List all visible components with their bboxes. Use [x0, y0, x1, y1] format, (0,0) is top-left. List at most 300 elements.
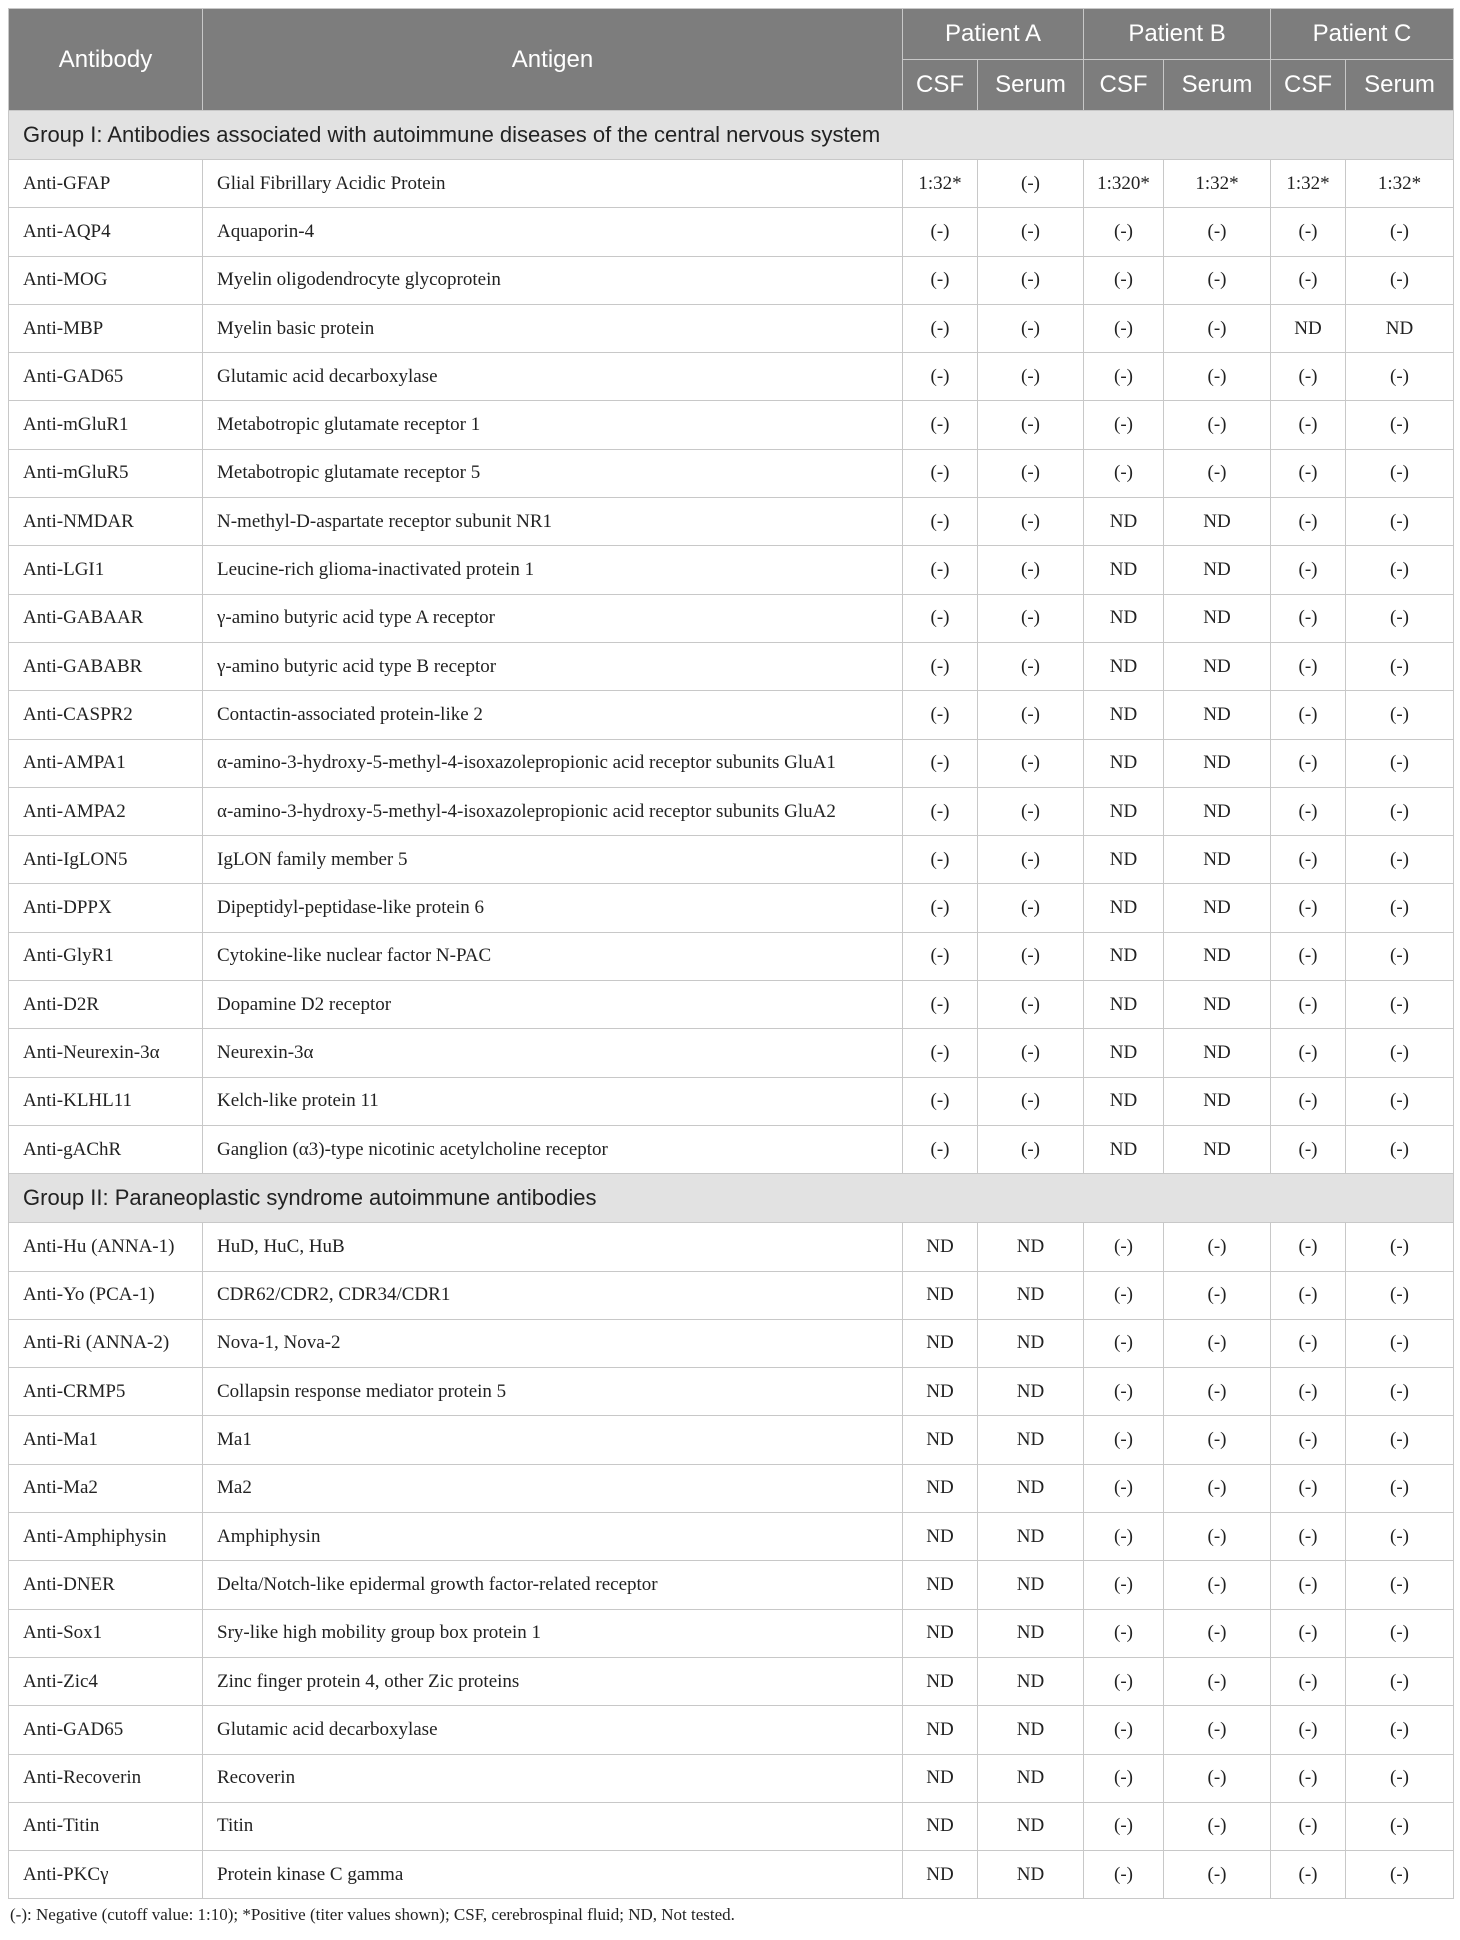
cell-result: (-): [1164, 1851, 1271, 1899]
cell-antibody: Anti-gAChR: [9, 1125, 203, 1173]
cell-result: ND: [1164, 546, 1271, 594]
table-row: [9, 691, 1454, 739]
cell-result: (-): [1084, 353, 1164, 401]
cell-result: (-): [1084, 1513, 1164, 1561]
group-title: Group II: Paraneoplastic syndrome autoimmune antibodies: [9, 1174, 1454, 1223]
cell-result: 1:32*: [1271, 160, 1346, 208]
table-row: [9, 1513, 1454, 1561]
cell-result: ND: [1164, 787, 1271, 835]
cell-result: (-): [978, 691, 1084, 739]
cell-antigen: α-amino-3-hydroxy-5-methyl-4-isoxazolepropionic acid receptor subunits GluA1: [203, 739, 903, 787]
cell-result: (-): [1164, 401, 1271, 449]
cell-antigen: Neurexin-3α: [203, 1029, 903, 1077]
cell-result: ND: [1084, 884, 1164, 932]
cell-result: 1:32*: [1164, 160, 1271, 208]
cell-result: (-): [903, 739, 978, 787]
cell-result: ND: [1084, 691, 1164, 739]
cell-result: (-): [1084, 304, 1164, 352]
cell-result: ND: [978, 1851, 1084, 1899]
cell-result: (-): [1164, 1416, 1271, 1464]
cell-result: (-): [1271, 1271, 1346, 1319]
cell-antigen: Metabotropic glutamate receptor 5: [203, 449, 903, 497]
cell-antigen: N-methyl-D-aspartate receptor subunit NR1: [203, 498, 903, 546]
cell-result: (-): [1084, 1416, 1164, 1464]
cell-result: (-): [903, 932, 978, 980]
cell-antigen: Collapsin response mediator protein 5: [203, 1368, 903, 1416]
cell-result: (-): [978, 981, 1084, 1029]
table-row: [9, 449, 1454, 497]
cell-result: (-): [1271, 546, 1346, 594]
cell-result: ND: [978, 1609, 1084, 1657]
cell-result: (-): [1084, 1223, 1164, 1271]
cell-result: (-): [1164, 1368, 1271, 1416]
cell-result: (-): [1164, 1561, 1271, 1609]
cell-result: (-): [1084, 1609, 1164, 1657]
cell-antigen: Myelin basic protein: [203, 304, 903, 352]
cell-result: (-): [1164, 1657, 1271, 1705]
cell-result: (-): [1084, 256, 1164, 304]
cell-antibody: Anti-IgLON5: [9, 836, 203, 884]
cell-result: ND: [1164, 981, 1271, 1029]
cell-result: ND: [978, 1368, 1084, 1416]
table-row: [9, 401, 1454, 449]
cell-result: ND: [1164, 1029, 1271, 1077]
cell-result: (-): [903, 836, 978, 884]
cell-result: (-): [978, 208, 1084, 256]
table-row: [9, 1706, 1454, 1754]
cell-result: (-): [978, 594, 1084, 642]
cell-antibody: Anti-LGI1: [9, 546, 203, 594]
cell-result: (-): [1346, 594, 1454, 642]
cell-antigen: Amphiphysin: [203, 1513, 903, 1561]
cell-result: (-): [1164, 1802, 1271, 1850]
cell-result: (-): [1271, 208, 1346, 256]
cell-result: ND: [1084, 932, 1164, 980]
cell-result: ND: [903, 1561, 978, 1609]
cell-result: ND: [1084, 1125, 1164, 1173]
cell-result: (-): [1164, 1223, 1271, 1271]
cell-result: ND: [1164, 498, 1271, 546]
antibody-table: [8, 8, 1454, 1899]
cell-antigen: CDR62/CDR2, CDR34/CDR1: [203, 1271, 903, 1319]
cell-result: ND: [978, 1223, 1084, 1271]
cell-antibody: Anti-AMPA2: [9, 787, 203, 835]
cell-antibody: Anti-Titin: [9, 1802, 203, 1850]
cell-result: (-): [1084, 1561, 1164, 1609]
cell-antigen: γ-amino butyric acid type A receptor: [203, 594, 903, 642]
cell-result: (-): [1346, 1657, 1454, 1705]
cell-antibody: Anti-Amphiphysin: [9, 1513, 203, 1561]
cell-antigen: Dipeptidyl-peptidase-like protein 6: [203, 884, 903, 932]
cell-result: ND: [903, 1416, 978, 1464]
cell-result: (-): [1346, 1368, 1454, 1416]
cell-result: (-): [1346, 739, 1454, 787]
header-serum: Serum: [1346, 60, 1454, 111]
cell-result: (-): [903, 1029, 978, 1077]
cell-result: ND: [903, 1609, 978, 1657]
cell-antibody: Anti-KLHL11: [9, 1077, 203, 1125]
cell-result: ND: [903, 1706, 978, 1754]
cell-result: ND: [978, 1802, 1084, 1850]
cell-result: (-): [903, 1125, 978, 1173]
cell-antigen: Recoverin: [203, 1754, 903, 1802]
cell-result: (-): [1271, 1223, 1346, 1271]
cell-antibody: Anti-Ma2: [9, 1464, 203, 1512]
cell-result: (-): [978, 401, 1084, 449]
cell-result: (-): [978, 1029, 1084, 1077]
cell-result: (-): [1271, 401, 1346, 449]
cell-result: (-): [903, 981, 978, 1029]
cell-result: (-): [978, 787, 1084, 835]
cell-result: (-): [1084, 449, 1164, 497]
cell-result: (-): [1271, 1464, 1346, 1512]
cell-result: (-): [1346, 884, 1454, 932]
cell-result: (-): [903, 208, 978, 256]
table-body: [9, 111, 1454, 1899]
table-row: [9, 787, 1454, 835]
cell-result: (-): [1164, 1706, 1271, 1754]
cell-result: (-): [1346, 1464, 1454, 1512]
table-row: [9, 642, 1454, 690]
table-row: [9, 739, 1454, 787]
table-row: [9, 160, 1454, 208]
cell-result: (-): [978, 546, 1084, 594]
header-serum: Serum: [1164, 60, 1271, 111]
cell-result: (-): [1346, 546, 1454, 594]
cell-antigen: Titin: [203, 1802, 903, 1850]
cell-antibody: Anti-NMDAR: [9, 498, 203, 546]
cell-result: (-): [1271, 498, 1346, 546]
cell-result: (-): [1164, 1609, 1271, 1657]
cell-result: (-): [903, 594, 978, 642]
cell-antibody: Anti-mGluR5: [9, 449, 203, 497]
table-row: [9, 256, 1454, 304]
cell-result: (-): [903, 401, 978, 449]
cell-result: (-): [903, 353, 978, 401]
cell-result: (-): [1084, 1271, 1164, 1319]
cell-result: ND: [903, 1368, 978, 1416]
cell-antibody: Anti-GABAAR: [9, 594, 203, 642]
cell-result: (-): [1164, 1464, 1271, 1512]
cell-antigen: Myelin oligodendrocyte glycoprotein: [203, 256, 903, 304]
cell-result: (-): [978, 353, 1084, 401]
cell-result: (-): [1271, 642, 1346, 690]
cell-result: (-): [1271, 594, 1346, 642]
cell-result: (-): [1346, 1077, 1454, 1125]
cell-result: (-): [1346, 1223, 1454, 1271]
cell-result: ND: [903, 1271, 978, 1319]
cell-result: (-): [1084, 1802, 1164, 1850]
cell-result: (-): [1164, 1513, 1271, 1561]
cell-result: ND: [978, 1561, 1084, 1609]
cell-result: (-): [1164, 1271, 1271, 1319]
cell-result: (-): [1346, 691, 1454, 739]
cell-result: ND: [903, 1513, 978, 1561]
cell-result: (-): [1271, 739, 1346, 787]
cell-antibody: Anti-MBP: [9, 304, 203, 352]
table-row: [9, 1223, 1454, 1271]
cell-result: (-): [978, 160, 1084, 208]
table-row: [9, 1271, 1454, 1319]
cell-antibody: Anti-Zic4: [9, 1657, 203, 1705]
cell-antibody: Anti-mGluR1: [9, 401, 203, 449]
table-header: [9, 9, 1454, 111]
cell-result: (-): [1271, 691, 1346, 739]
cell-result: (-): [903, 256, 978, 304]
cell-result: ND: [978, 1271, 1084, 1319]
cell-result: (-): [903, 787, 978, 835]
cell-result: (-): [1346, 1706, 1454, 1754]
cell-result: (-): [1164, 449, 1271, 497]
cell-result: ND: [903, 1657, 978, 1705]
cell-result: ND: [903, 1802, 978, 1850]
cell-antigen: Ganglion (α3)-type nicotinic acetylcholine receptor: [203, 1125, 903, 1173]
table-row: [9, 208, 1454, 256]
cell-result: (-): [1271, 1609, 1346, 1657]
cell-result: ND: [903, 1464, 978, 1512]
cell-result: (-): [1346, 981, 1454, 1029]
cell-antibody: Anti-GABABR: [9, 642, 203, 690]
cell-result: ND: [1164, 1077, 1271, 1125]
cell-antigen: α-amino-3-hydroxy-5-methyl-4-isoxazolepropionic acid receptor subunits GluA2: [203, 787, 903, 835]
cell-result: (-): [1271, 981, 1346, 1029]
table-row: [9, 1319, 1454, 1367]
table-row: [9, 1657, 1454, 1705]
cell-result: (-): [1084, 1851, 1164, 1899]
cell-result: ND: [903, 1851, 978, 1899]
cell-result: ND: [1164, 884, 1271, 932]
cell-result: (-): [1346, 1125, 1454, 1173]
cell-antigen: Protein kinase C gamma: [203, 1851, 903, 1899]
cell-result: (-): [1084, 1657, 1164, 1705]
cell-result: ND: [1084, 981, 1164, 1029]
cell-antigen: Nova-1, Nova-2: [203, 1319, 903, 1367]
cell-antibody: Anti-GAD65: [9, 353, 203, 401]
cell-result: (-): [1271, 1851, 1346, 1899]
cell-result: ND: [903, 1223, 978, 1271]
cell-antigen: Delta/Notch-like epidermal growth factor-related receptor: [203, 1561, 903, 1609]
cell-result: (-): [1271, 1125, 1346, 1173]
header-patient-a: Patient A: [903, 9, 1084, 60]
table-row: [9, 1851, 1454, 1899]
cell-result: (-): [1346, 1416, 1454, 1464]
cell-result: ND: [978, 1319, 1084, 1367]
cell-result: (-): [1346, 498, 1454, 546]
cell-antigen: Ma1: [203, 1416, 903, 1464]
cell-antibody: Anti-Recoverin: [9, 1754, 203, 1802]
cell-result: (-): [1271, 1657, 1346, 1705]
cell-antigen: Leucine-rich glioma-inactivated protein 1: [203, 546, 903, 594]
header-patient-c: Patient C: [1271, 9, 1454, 60]
cell-antigen: Cytokine-like nuclear factor N-PAC: [203, 932, 903, 980]
cell-result: (-): [1084, 1754, 1164, 1802]
cell-result: (-): [1271, 1561, 1346, 1609]
cell-antigen: Sry-like high mobility group box protein 1: [203, 1609, 903, 1657]
table-row: [9, 594, 1454, 642]
cell-result: (-): [903, 546, 978, 594]
cell-result: (-): [1346, 1561, 1454, 1609]
cell-result: (-): [978, 836, 1084, 884]
cell-result: (-): [1271, 884, 1346, 932]
cell-antibody: Anti-Ma1: [9, 1416, 203, 1464]
cell-result: ND: [1084, 594, 1164, 642]
cell-antibody: Anti-Hu (ANNA-1): [9, 1223, 203, 1271]
cell-result: ND: [1164, 932, 1271, 980]
cell-antibody: Anti-D2R: [9, 981, 203, 1029]
table-row: [9, 981, 1454, 1029]
cell-result: ND: [1084, 836, 1164, 884]
cell-antigen: Contactin-associated protein-like 2: [203, 691, 903, 739]
cell-antigen: Dopamine D2 receptor: [203, 981, 903, 1029]
cell-result: ND: [1164, 691, 1271, 739]
cell-result: ND: [978, 1657, 1084, 1705]
table-footnote: (-): Negative (cutoff value: 1:10); *Positive (titer values shown); CSF, cerebrospinal fluid; ND, Not tested.: [10, 1905, 735, 1925]
cell-result: ND: [1346, 304, 1454, 352]
cell-result: (-): [978, 449, 1084, 497]
cell-result: (-): [1271, 1416, 1346, 1464]
table-row: [9, 353, 1454, 401]
cell-result: ND: [1271, 304, 1346, 352]
cell-antibody: Anti-Neurexin-3α: [9, 1029, 203, 1077]
cell-result: (-): [903, 304, 978, 352]
cell-result: (-): [903, 691, 978, 739]
cell-result: (-): [1346, 1271, 1454, 1319]
table-row: [9, 1561, 1454, 1609]
group-header-row: [9, 111, 1454, 160]
cell-result: (-): [903, 1077, 978, 1125]
cell-antibody: Anti-DNER: [9, 1561, 203, 1609]
cell-result: (-): [1084, 1706, 1164, 1754]
cell-result: (-): [1164, 353, 1271, 401]
header-patient-b: Patient B: [1084, 9, 1271, 60]
cell-result: (-): [1346, 1802, 1454, 1850]
cell-result: (-): [1084, 1464, 1164, 1512]
cell-result: (-): [1346, 642, 1454, 690]
cell-antibody: Anti-PKCγ: [9, 1851, 203, 1899]
cell-result: (-): [1271, 256, 1346, 304]
cell-antibody: Anti-GAD65: [9, 1706, 203, 1754]
cell-result: (-): [1346, 401, 1454, 449]
group-header-row: [9, 1174, 1454, 1223]
cell-result: (-): [1346, 787, 1454, 835]
cell-result: (-): [978, 1077, 1084, 1125]
cell-result: (-): [1346, 353, 1454, 401]
table-row: [9, 546, 1454, 594]
cell-result: ND: [1084, 1029, 1164, 1077]
cell-antigen: Kelch-like protein 11: [203, 1077, 903, 1125]
header-csf: CSF: [1084, 60, 1164, 111]
cell-result: ND: [1084, 498, 1164, 546]
cell-result: (-): [903, 884, 978, 932]
cell-result: (-): [1164, 1754, 1271, 1802]
cell-result: (-): [903, 498, 978, 546]
cell-antibody: Anti-Ri (ANNA-2): [9, 1319, 203, 1367]
cell-result: (-): [1271, 1368, 1346, 1416]
cell-result: (-): [1164, 304, 1271, 352]
cell-antigen: γ-amino butyric acid type B receptor: [203, 642, 903, 690]
cell-result: ND: [903, 1319, 978, 1367]
cell-result: (-): [1271, 1077, 1346, 1125]
cell-antibody: Anti-AMPA1: [9, 739, 203, 787]
cell-antigen: Zinc finger protein 4, other Zic proteins: [203, 1657, 903, 1705]
cell-result: (-): [1271, 1029, 1346, 1077]
cell-antigen: Metabotropic glutamate receptor 1: [203, 401, 903, 449]
table-row: [9, 1802, 1454, 1850]
cell-result: (-): [1346, 1754, 1454, 1802]
cell-result: (-): [1164, 208, 1271, 256]
cell-result: ND: [978, 1464, 1084, 1512]
cell-antibody: Anti-Yo (PCA-1): [9, 1271, 203, 1319]
cell-result: (-): [903, 449, 978, 497]
cell-result: ND: [978, 1416, 1084, 1464]
cell-result: (-): [1346, 1851, 1454, 1899]
group-title: Group I: Antibodies associated with autoimmune diseases of the central nervous system: [9, 111, 1454, 160]
header-csf: CSF: [1271, 60, 1346, 111]
cell-antibody: Anti-DPPX: [9, 884, 203, 932]
cell-result: (-): [1271, 1513, 1346, 1561]
cell-result: (-): [1346, 1319, 1454, 1367]
cell-result: (-): [1164, 1319, 1271, 1367]
cell-result: (-): [1271, 353, 1346, 401]
cell-result: 1:32*: [903, 160, 978, 208]
cell-result: ND: [978, 1706, 1084, 1754]
cell-result: (-): [1271, 1319, 1346, 1367]
cell-result: (-): [903, 642, 978, 690]
cell-result: ND: [978, 1754, 1084, 1802]
cell-result: ND: [978, 1513, 1084, 1561]
cell-antibody: Anti-GlyR1: [9, 932, 203, 980]
cell-result: ND: [1084, 546, 1164, 594]
table-row: [9, 1464, 1454, 1512]
table-row: [9, 304, 1454, 352]
cell-result: (-): [1346, 1029, 1454, 1077]
cell-result: ND: [1164, 594, 1271, 642]
cell-antibody: Anti-AQP4: [9, 208, 203, 256]
header-serum: Serum: [978, 60, 1084, 111]
cell-result: (-): [1346, 256, 1454, 304]
cell-result: (-): [1346, 449, 1454, 497]
table-row: [9, 1029, 1454, 1077]
cell-result: ND: [1164, 836, 1271, 884]
cell-result: (-): [1084, 1319, 1164, 1367]
cell-result: ND: [1084, 787, 1164, 835]
cell-antigen: Ma2: [203, 1464, 903, 1512]
cell-result: (-): [978, 1125, 1084, 1173]
cell-result: (-): [1271, 1706, 1346, 1754]
table-row: [9, 884, 1454, 932]
cell-result: (-): [978, 256, 1084, 304]
cell-result: ND: [1164, 642, 1271, 690]
cell-result: (-): [1346, 208, 1454, 256]
cell-result: (-): [978, 884, 1084, 932]
cell-result: ND: [1084, 739, 1164, 787]
cell-antigen: HuD, HuC, HuB: [203, 1223, 903, 1271]
cell-result: (-): [978, 739, 1084, 787]
cell-result: ND: [1084, 642, 1164, 690]
cell-result: (-): [1346, 1609, 1454, 1657]
cell-antigen: Glutamic acid decarboxylase: [203, 353, 903, 401]
header-antigen: Antigen: [203, 9, 903, 111]
cell-antigen: IgLON family member 5: [203, 836, 903, 884]
cell-antibody: Anti-CRMP5: [9, 1368, 203, 1416]
cell-result: (-): [1271, 836, 1346, 884]
cell-result: (-): [1271, 1754, 1346, 1802]
cell-result: (-): [978, 642, 1084, 690]
cell-antibody: Anti-CASPR2: [9, 691, 203, 739]
cell-result: 1:320*: [1084, 160, 1164, 208]
cell-result: ND: [903, 1754, 978, 1802]
cell-antigen: Aquaporin-4: [203, 208, 903, 256]
